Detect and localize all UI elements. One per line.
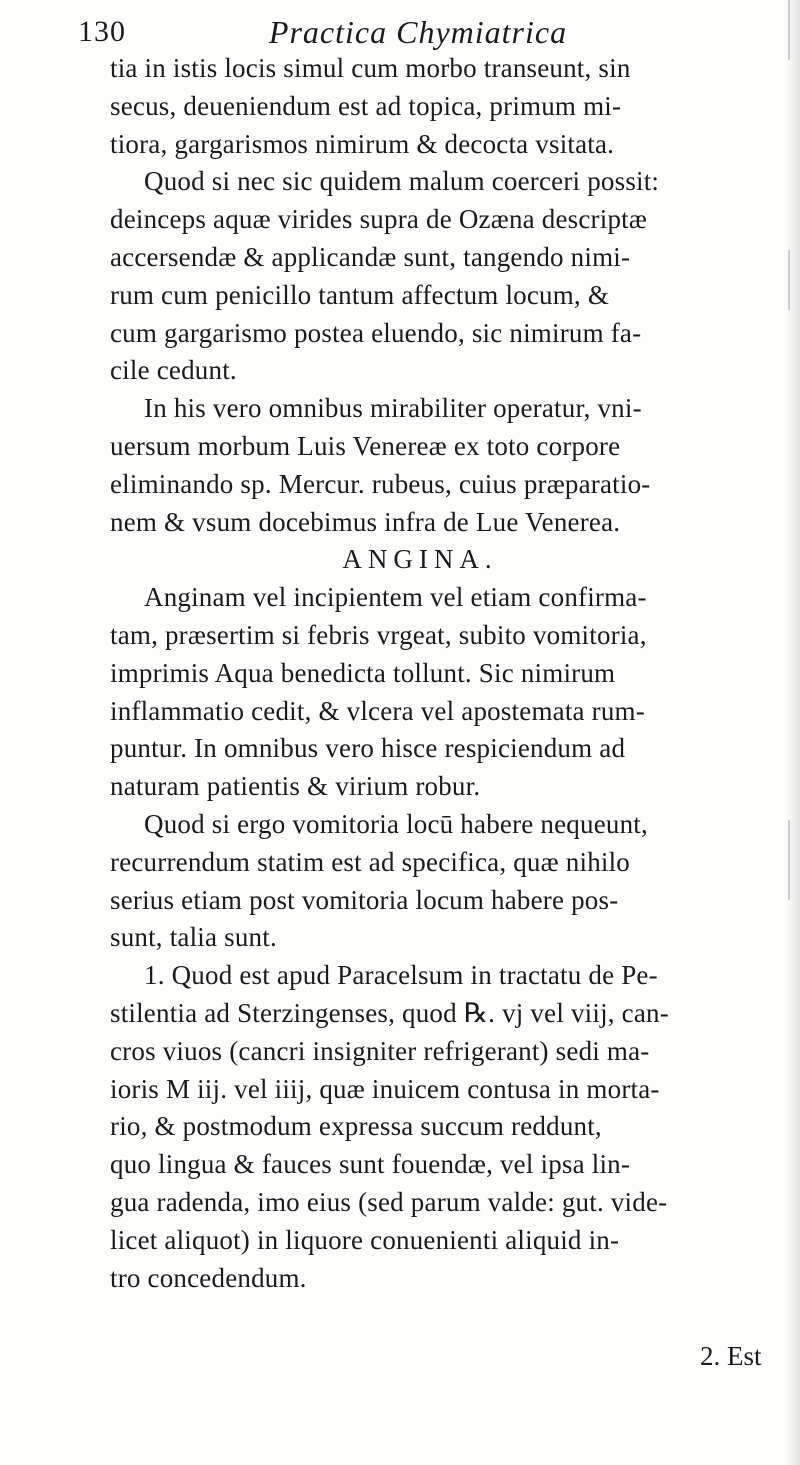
text-line: 1. Quod est apud Paracelsum in tractatu de Pe- xyxy=(144,960,658,991)
text-line: quo lingua & fauces sunt fouendæ, vel ipsa lin- xyxy=(110,1149,631,1180)
text-line: secus, deueniendum est ad topica, primum mi- xyxy=(110,90,622,121)
text-line: rio, & postmodum expressa succum reddunt, xyxy=(110,1111,602,1142)
text-line: serius etiam post vomitoria locum habere pos- xyxy=(110,884,619,915)
section-heading: ANGINA. xyxy=(342,544,498,575)
page-edge-mark xyxy=(788,820,790,900)
text-line: licet aliquot) in liquore conuenienti aliquid in- xyxy=(110,1224,620,1255)
text-line: naturam patientis & virium robur. xyxy=(110,771,481,802)
text-line: deinceps aquæ virides supra de Ozæna descriptæ xyxy=(110,204,648,235)
text-line: cile cedunt. xyxy=(110,355,237,386)
text-line: uersum morbum Luis Venereæ ex toto corpore xyxy=(110,430,621,461)
text-line: In his vero omnibus mirabiliter operatur, vni- xyxy=(144,393,642,424)
text-line: nem & vsum docebimus infra de Lue Venerea. xyxy=(110,506,621,537)
running-title: Practica Chymiatrica xyxy=(268,14,568,50)
text-line: eliminando sp. Mercur. rubeus, cuius præparatio- xyxy=(110,468,651,499)
text-line: sunt, talia sunt. xyxy=(110,922,277,953)
text-line: imprimis Aqua benedicta tollunt. Sic nimirum xyxy=(110,657,616,688)
body-text xyxy=(110,50,770,1297)
page-edge-mark xyxy=(788,250,790,310)
text-line: cum gargarismo postea eluendo, sic nimirum fa- xyxy=(110,317,642,348)
page-number: 130 xyxy=(78,15,126,48)
text-line: tam, præsertim si febris vrgeat, subito vomitoria, xyxy=(110,619,647,650)
text-line: accersendæ & applicandæ sunt, tangendo nimi- xyxy=(110,241,631,272)
catchword: 2. Est xyxy=(700,1341,762,1371)
text-line: Quod si ergo vomitoria locū habere nequeunt, xyxy=(144,808,648,839)
text-line: Quod si nec sic quidem malum coerceri possit: xyxy=(144,166,660,197)
text-line: rum cum penicillo tantum affectum locum, & xyxy=(110,279,610,310)
text-line: tro concedendum. xyxy=(110,1262,307,1293)
text-line: recurrendum statim est ad specifica, quæ nihilo xyxy=(110,846,631,877)
text-line: stilentia ad Sterzingenses, quod ℞. vj vel viij, can- xyxy=(110,997,669,1028)
page-edge-shadow xyxy=(786,0,800,1465)
text-line: gua radenda, imo eius (sed parum valde: gut. vide- xyxy=(110,1186,668,1217)
text-line: tia in istis locis simul cum morbo transeunt, sin xyxy=(110,53,631,83)
text-line: Anginam vel incipientem vel etiam confirma- xyxy=(144,582,647,613)
text-line: inflammatio cedit, & vlcera vel apostemata rum- xyxy=(110,695,645,726)
page-edge-mark xyxy=(788,0,790,60)
text-line: tiora, gargarismos nimirum & decocta vsitata. xyxy=(110,128,615,159)
text-line: cros viuos (cancri insigniter refrigerant) sedi ma- xyxy=(110,1035,650,1066)
text-line: puntur. In omnibus vero hisce respiciendum ad xyxy=(110,733,626,764)
text-line: ioris M iij. vel iiij, quæ inuicem contusa in morta- xyxy=(110,1073,660,1104)
